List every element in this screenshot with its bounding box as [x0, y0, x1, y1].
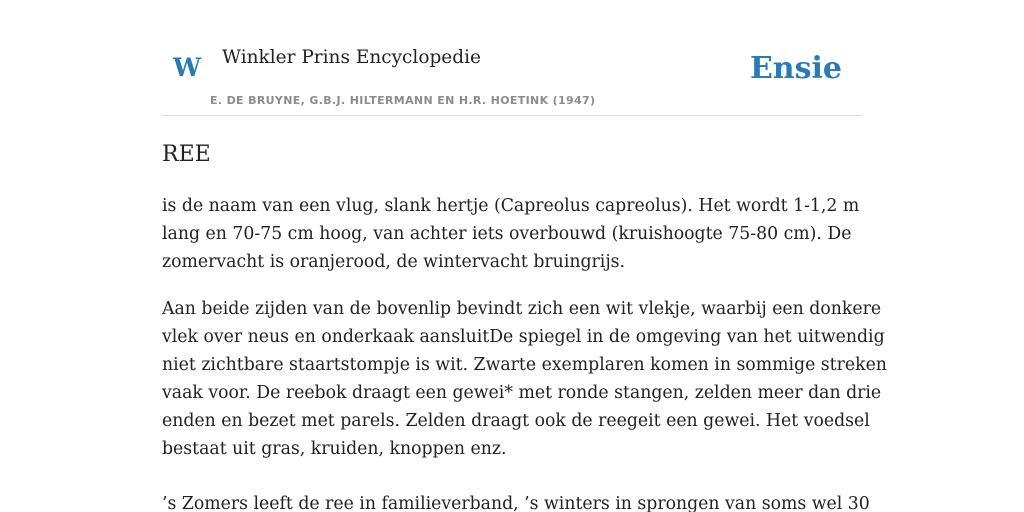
header-divider — [162, 115, 862, 116]
article-paragraph-3 — [162, 490, 870, 512]
article-paragraph-2 — [162, 295, 887, 463]
text-line: enden en bezet met parels. Zelden draagt ook de reegeit een gewei. Het voedsel — [162, 411, 870, 431]
text-line: is de naam van een vlug, slank hertje (Capreolus capreolus). Het wordt 1-1,2 m — [162, 196, 860, 216]
text-line: lang en 70-75 cm hoog, van achter iets overbouwd (kruishoogte 75-80 cm). De — [162, 224, 852, 244]
site-title-link[interactable]: Winkler Prins Encyclopedie — [222, 47, 481, 68]
text-line: vaak voor. De reebok draagt een gewei* met ronde stangen, zelden meer dan drie — [162, 383, 882, 403]
text-line: niet zichtbare staartstompje is wit. Zwarte exemplaren komen in sommige streken — [162, 355, 887, 375]
ensie-logo-link[interactable]: Ensie — [749, 51, 842, 86]
text-line: zomervacht is oranjerood, de wintervacht bruingrijs. — [162, 252, 626, 272]
text-line: vlek over neus en onderkaak aansluitDe spiegel in de omgeving van het uitwendig — [162, 327, 885, 347]
text-line: bestaat uit gras, kruiden, knoppen enz. — [162, 439, 507, 459]
logo-w-icon[interactable]: W — [173, 53, 202, 82]
text-line: Aan beide zijden van de bovenlip bevindt zich een wit vlekje, waarbij een donkere — [162, 299, 882, 319]
entry-title: REE — [162, 142, 211, 167]
article-paragraph-1 — [162, 192, 859, 276]
authors-line: E. DE BRUYNE, G.B.J. HILTERMANN EN H.R. HOETINK (1947) — [210, 94, 596, 107]
text-line: ’s Zomers leeft de ree in familieverband, ’s winters in sprongen van soms wel 30 — [162, 494, 870, 512]
